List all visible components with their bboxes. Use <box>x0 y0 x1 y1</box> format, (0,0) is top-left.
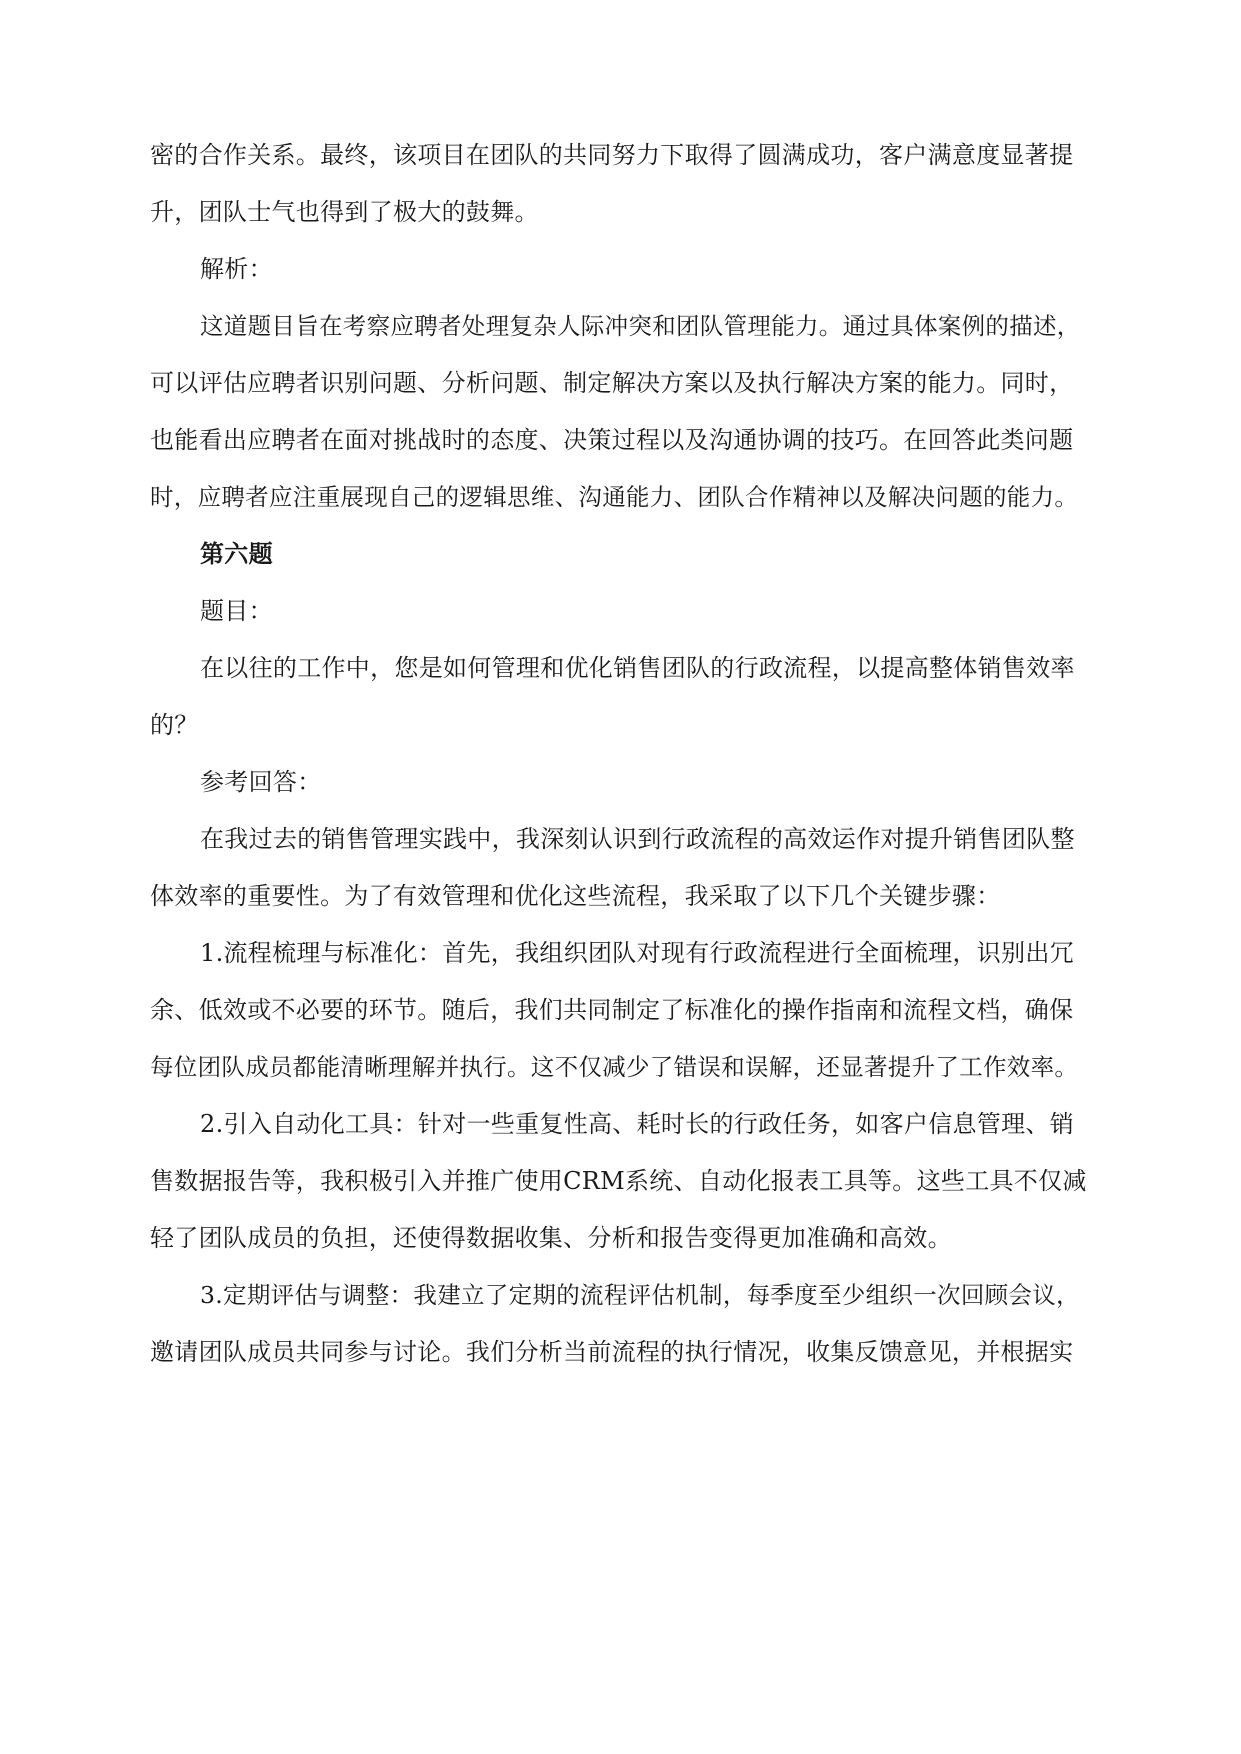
list-item-line: 轻了团队成员的负担，还使得数据收集、分析和报告变得更加准确和高效。 <box>150 1224 952 1252</box>
section-label: 参考回答： <box>200 768 322 796</box>
body-text-line: 的？ <box>150 711 199 739</box>
body-text-line: 这道题目旨在考察应聘者处理复杂人际冲突和团队管理能力。通过具体案例的描述， <box>200 312 1081 340</box>
section-label: 题目： <box>200 597 273 625</box>
body-text-line: 密的合作关系。最终，该项目在团队的共同努力下取得了圆满成功，客户满意度显著提 <box>150 141 1074 169</box>
list-item-line: 每位团队成员都能清晰理解并执行。这不仅减少了错误和误解，还显著提升了工作效率。 <box>150 1053 1079 1081</box>
body-text-line: 也能看出应聘者在面对挑战时的态度、决策过程以及沟通协调的技巧。在回答此类问题 <box>150 426 1074 454</box>
list-item-line: 3.定期评估与调整：我建立了定期的流程评估机制，每季度至少组织一次回顾会议， <box>200 1281 1080 1309</box>
body-text-line: 在我过去的销售管理实践中，我深刻认识到行政流程的高效运作对提升销售团队整 <box>200 825 1075 853</box>
question-heading: 第六题 <box>200 539 273 568</box>
body-text-line: 升，团队士气也得到了极大的鼓舞。 <box>150 198 539 226</box>
list-item-line: 售数据报告等，我积极引入并推广使用CRM系统、自动化报表工具等。这些工具不仅减 <box>150 1167 1087 1195</box>
body-text-line: 可以评估应聘者识别问题、分析问题、制定解决方案以及执行解决方案的能力。同时， <box>150 369 1074 397</box>
list-item-line: 1.流程梳理与标准化：首先，我组织团队对现有行政流程进行全面梳理，识别出冗 <box>200 939 1074 967</box>
list-item-line: 2.引入自动化工具：针对一些重复性高、耗时长的行政任务，如客户信息管理、销 <box>200 1110 1074 1138</box>
body-text-line: 在以往的工作中，您是如何管理和优化销售团队的行政流程，以提高整体销售效率 <box>200 654 1075 682</box>
body-text-line: 时，应聘者应注重展现自己的逻辑思维、沟通能力、团队合作精神以及解决问题的能力。 <box>150 483 1079 511</box>
section-label: 解析： <box>200 255 273 283</box>
list-item-line: 余、低效或不必要的环节。随后，我们共同制定了标准化的操作指南和流程文档，确保 <box>150 996 1074 1024</box>
body-text-line: 体效率的重要性。为了有效管理和优化这些流程，我采取了以下几个关键步骤： <box>150 882 1001 910</box>
list-item-line: 邀请团队成员共同参与讨论。我们分析当前流程的执行情况，收集反馈意见，并根据实 <box>150 1338 1074 1366</box>
